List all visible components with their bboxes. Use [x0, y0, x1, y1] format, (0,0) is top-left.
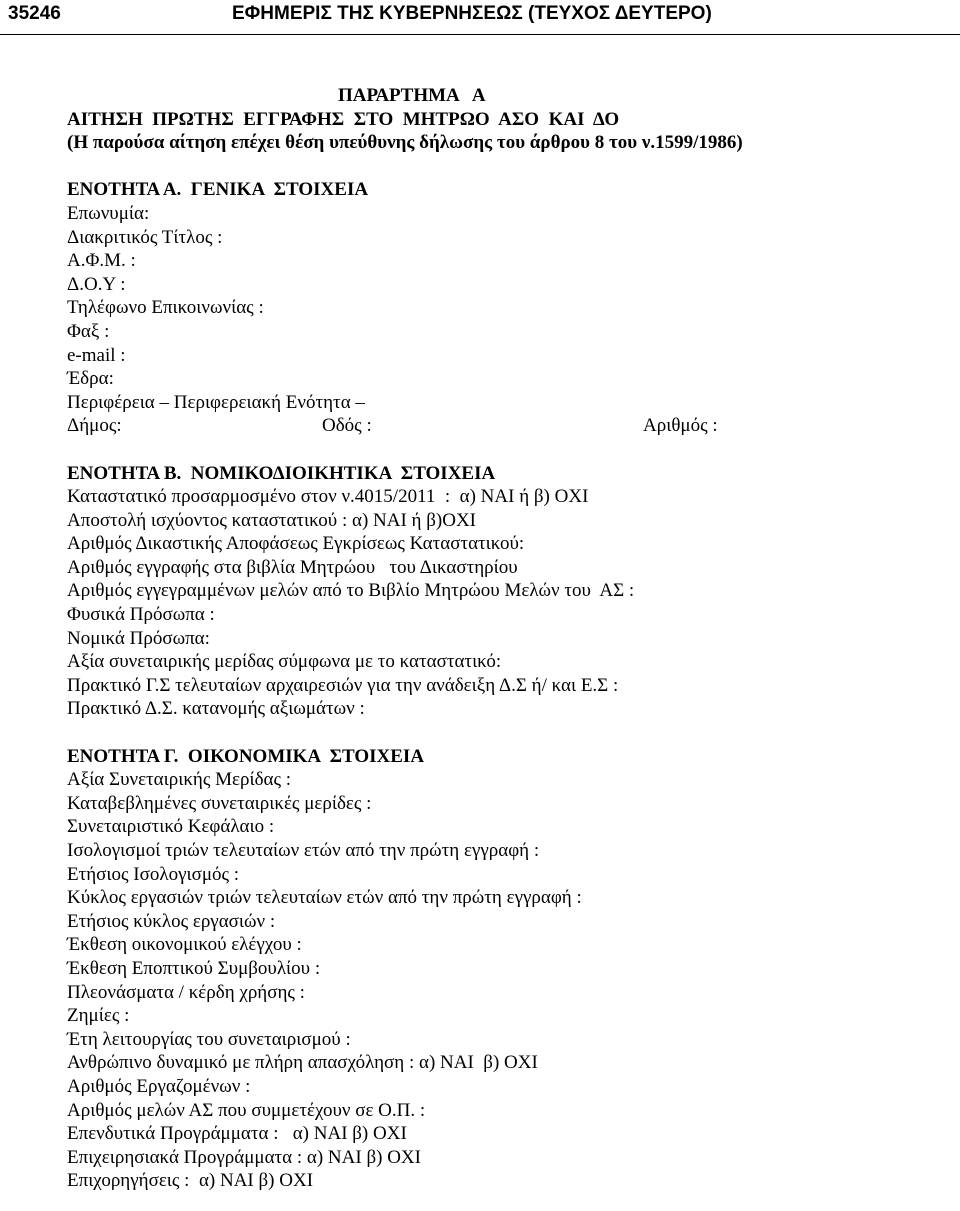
form-title: ΑΙΤΗΣΗ ΠΡΩΤΗΣ ΕΓΓΡΑΦΗΣ ΣΤΟ ΜΗΤΡΩΟ ΑΣΟ ΚΑΙ ΔΟ — [67, 108, 620, 130]
field-municipality: Δήμος: — [67, 415, 122, 437]
field-audit-report: Έκθεση οικονομικού ελέγχου : — [67, 934, 302, 956]
section-c — [67, 745, 947, 1193]
spacer — [67, 155, 947, 179]
header-divider — [0, 34, 960, 35]
field-employees: Αριθμός Εργαζομένων : — [67, 1075, 251, 1097]
field-seat: Έδρα: — [67, 368, 114, 390]
field-registry-number: Αριθμός εγγραφής στα βιβλία Μητρώου του Δικαστηρίου — [67, 556, 518, 578]
section-a — [67, 178, 947, 438]
field-board-minutes: Πρακτικό Δ.Σ. κατανομής αξιωμάτων : — [67, 698, 365, 720]
field-afm: Α.Φ.Μ. : — [67, 250, 136, 272]
field-phone: Τηλέφωνο Επικοινωνίας : — [67, 297, 264, 319]
field-capital: Συνεταιριστικό Κεφάλαιο : — [67, 816, 275, 838]
field-street-number: Αριθμός : — [643, 415, 718, 437]
field-full-time-staff: Ανθρώπινο δυναμικό με πλήρη απασχόληση : α) ΝΑΙ β) ΟΧΙ — [67, 1052, 538, 1074]
field-turnover-3y: Κύκλος εργασιών τριών τελευταίων ετών από την πρώτη εγγραφή : — [67, 887, 582, 909]
field-share-value: Αξία συνεταιρικής μερίδας σύμφωνα με το καταστατικό: — [67, 651, 502, 673]
field-subsidies: Επιχορηγήσεις : α) ΝΑΙ β) ΟΧΙ — [67, 1170, 314, 1192]
section-b-heading: ΕΝΟΤΗΤΑ Β. ΝΟΜΙΚΟΔΙΟΙΚΗΤΙΚΑ ΣΤΟΙΧΕΙΑ — [67, 462, 496, 484]
field-street: Οδός : — [322, 415, 372, 437]
spacer — [67, 438, 947, 462]
section-c-heading: ΕΝΟΤΗΤΑ Γ. ΟΙΚΟΝΟΜΙΚΑ ΣΤΟΙΧΕΙΑ — [67, 745, 425, 767]
section-b — [67, 462, 947, 722]
field-trade-title: Διακριτικός Τίτλος : — [67, 226, 223, 248]
page-number: 35246 — [8, 3, 61, 24]
field-annual-turnover: Ετήσιος κύκλος εργασιών : — [67, 910, 276, 932]
field-natural-persons: Φυσικά Πρόσωπα : — [67, 604, 215, 626]
field-doy: Δ.Ο.Υ : — [67, 273, 126, 295]
field-statute-adapted: Καταστατικό προσαρμοσμένο στον ν.4015/2011 : α) ΝΑΙ ή β) ΟΧΙ — [67, 486, 589, 508]
form-subtitle: (Η παρούσα αίτηση επέχει θέση υπεύθυνης δήλωσης του άρθρου 8 του ν.1599/1986) — [67, 132, 743, 154]
address-row — [67, 414, 947, 438]
gazette-header — [0, 0, 960, 34]
field-years-operation: Έτη λειτουργίας του συνεταιρισμού : — [67, 1028, 351, 1050]
field-surplus: Πλεονάσματα / κέρδη χρήσης : — [67, 981, 305, 1003]
section-a-heading: ΕΝΟΤΗΤΑ Α. ΓΕΝΙΚΑ ΣΤΟΙΧΕΙΑ — [67, 179, 369, 201]
field-share-value-c: Αξία Συνεταιρικής Μερίδας : — [67, 769, 292, 791]
field-legal-persons: Νομικά Πρόσωπα: — [67, 627, 210, 649]
application-form — [67, 84, 947, 1193]
field-paid-shares: Καταβεβλημένες συνεταιρικές μερίδες : — [67, 792, 372, 814]
annex-title: ΠΑΡΑΡΤΗΜΑ Α — [338, 85, 486, 106]
field-election-minutes: Πρακτικό Γ.Σ τελευταίων αρχαιρεσιών για την ανάδειξη Δ.Σ ή/ και Ε.Σ : — [67, 674, 619, 696]
field-court-decision: Αριθμός Δικαστικής Αποφάσεως Εγκρίσεως Καταστατικού: — [67, 533, 525, 555]
spacer — [67, 721, 947, 745]
field-business-programs: Επιχειρησιακά Προγράμματα : α) ΝΑΙ β) ΟΧΙ — [67, 1146, 421, 1168]
field-supervisory-report: Έκθεση Εποπτικού Συμβουλίου : — [67, 957, 321, 979]
field-annual-balance: Ετήσιος Ισολογισμός : — [67, 863, 240, 885]
field-po-members: Αριθμός μελών ΑΣ που συμμετέχουν σε Ο.Π. : — [67, 1099, 426, 1121]
field-name: Επωνυμία: — [67, 202, 150, 224]
field-balance-sheets: Ισολογισμοί τριών τελευταίων ετών από την πρώτη εγγραφή : — [67, 840, 540, 861]
gazette-title: ΕΦΗΜΕΡΙΣ ΤΗΣ ΚΥΒΕΡΝΗΣΕΩΣ (ΤΕΥΧΟΣ ΔΕΥΤΕΡΟ) — [232, 3, 712, 24]
field-statute-sent: Αποστολή ισχύοντος καταστατικού : α) ΝΑΙ ή β)ΟΧΙ — [67, 509, 476, 531]
field-fax: Φαξ : — [67, 320, 110, 342]
field-losses: Ζημίες : — [67, 1005, 130, 1027]
field-members-count: Αριθμός εγγεγραμμένων μελών από το Βιβλίο Μητρώου Μελών του ΑΣ : — [67, 580, 635, 602]
field-region: Περιφέρεια – Περιφερειακή Ενότητα – — [67, 391, 365, 413]
field-email: e-mail : — [67, 344, 126, 366]
field-investment-programs: Επενδυτικά Προγράμματα : α) ΝΑΙ β) ΟΧΙ — [67, 1123, 407, 1145]
